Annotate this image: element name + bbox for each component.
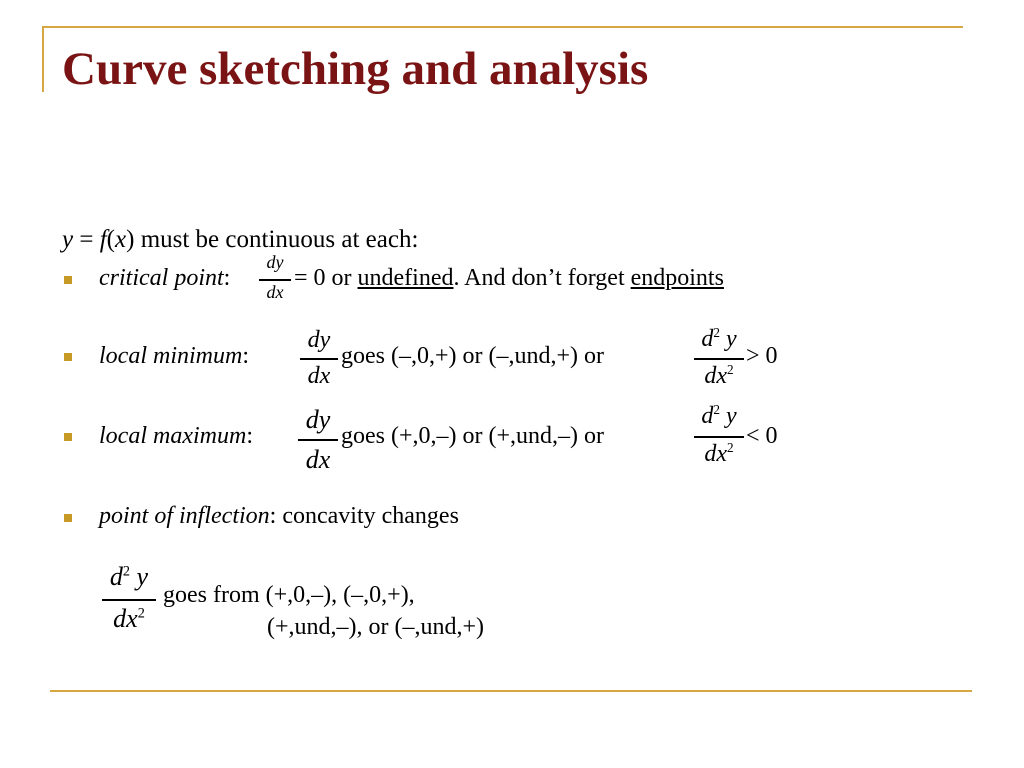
fraction-d2y-dx2 xyxy=(694,325,744,393)
inflection-rest: concavity changes xyxy=(276,503,459,529)
num-y: y xyxy=(136,562,149,591)
bullet-local-minimum xyxy=(99,343,249,370)
intro-paren-open: ( xyxy=(106,226,115,253)
num-y: y xyxy=(725,326,737,352)
link-undefined[interactable]: undefined xyxy=(357,265,454,291)
inflection-detail-line2: (+,und,–), or (–,und,+) xyxy=(267,614,485,640)
critical-mid: . And don’t forget xyxy=(453,265,631,291)
bullet-local-maximum xyxy=(99,423,253,450)
top-rule xyxy=(42,26,963,28)
den-exponent: 2 xyxy=(727,440,734,455)
term-local-minimum: local minimum xyxy=(99,343,243,369)
fraction-bar xyxy=(300,358,338,360)
inflection-detail-line1: goes from (+,0,–), (–,0,+), xyxy=(163,582,415,608)
fraction-numerator: dy xyxy=(307,327,331,353)
fraction-denominator xyxy=(102,604,156,634)
num-exponent: 2 xyxy=(713,402,720,417)
num-d: d xyxy=(701,403,714,429)
bullet-critical-point xyxy=(99,265,230,292)
fraction-bar xyxy=(694,358,744,360)
fraction-bar xyxy=(298,439,338,441)
bottom-rule xyxy=(50,690,972,692)
fraction-bar xyxy=(259,279,291,281)
fraction-denominator xyxy=(694,362,744,390)
den-dx: dx xyxy=(113,604,138,633)
intro-rest: must be continuous at each: xyxy=(134,226,419,253)
fraction-bar xyxy=(102,599,156,601)
term-colon: : xyxy=(242,343,249,369)
num-exponent: 2 xyxy=(122,563,131,580)
num-d: d xyxy=(701,326,714,352)
local-maximum-text: goes (+,0,–) or (+,und,–) or xyxy=(341,423,605,449)
local-minimum-text: goes (–,0,+) or (–,und,+) or xyxy=(341,343,605,369)
den-dx: dx xyxy=(704,441,728,467)
fraction-numerator xyxy=(694,325,744,353)
intro-f: f xyxy=(99,226,107,253)
fraction-dy-dx xyxy=(259,252,291,308)
fraction-numerator: dy xyxy=(266,252,284,272)
fraction-numerator xyxy=(694,402,744,430)
den-exponent: 2 xyxy=(137,605,145,622)
fraction-numerator: dy xyxy=(305,405,331,434)
intro-paren-close: ) xyxy=(126,226,135,253)
num-d: d xyxy=(109,562,123,591)
fraction-denominator xyxy=(694,440,744,468)
intro-x: x xyxy=(115,226,127,253)
critical-point-text xyxy=(294,265,724,292)
intro-equals: = xyxy=(73,226,100,253)
fraction-d2y-dx2 xyxy=(694,402,744,472)
num-exponent: 2 xyxy=(713,325,720,340)
fraction-d2y-dx2 xyxy=(102,562,156,640)
fraction-dy-dx xyxy=(298,405,338,475)
local-minimum-compare: > 0 xyxy=(746,343,778,369)
den-dx: dx xyxy=(704,363,728,389)
num-y: y xyxy=(725,403,737,429)
critical-after: = 0 or xyxy=(294,265,358,291)
den-exponent: 2 xyxy=(727,362,734,377)
term-colon: : xyxy=(269,503,277,529)
term-local-maximum: local maximum xyxy=(99,423,247,449)
bullet-square-icon xyxy=(64,353,72,361)
term-colon: : xyxy=(246,423,253,449)
left-rule xyxy=(42,26,44,92)
fraction-numerator xyxy=(102,562,156,592)
link-endpoints[interactable]: endpoints xyxy=(630,265,724,291)
slide-title: Curve sketching and analysis xyxy=(62,43,649,95)
bullet-point-of-inflection xyxy=(99,503,459,530)
term-critical-point: critical point xyxy=(99,265,224,291)
term-point-of-inflection: point of inflection xyxy=(99,503,270,529)
term-colon: : xyxy=(223,265,231,291)
fraction-denominator: dx xyxy=(307,363,331,389)
bullet-square-icon xyxy=(64,514,72,522)
local-maximum-compare: < 0 xyxy=(746,423,778,449)
intro-y: y xyxy=(62,226,74,253)
fraction-dy-dx xyxy=(300,327,338,393)
intro-line xyxy=(62,226,418,254)
fraction-denominator: dx xyxy=(266,282,284,302)
bullet-square-icon xyxy=(64,276,72,284)
bullet-square-icon xyxy=(64,433,72,441)
fraction-denominator: dx xyxy=(305,445,331,474)
fraction-bar xyxy=(694,436,744,438)
